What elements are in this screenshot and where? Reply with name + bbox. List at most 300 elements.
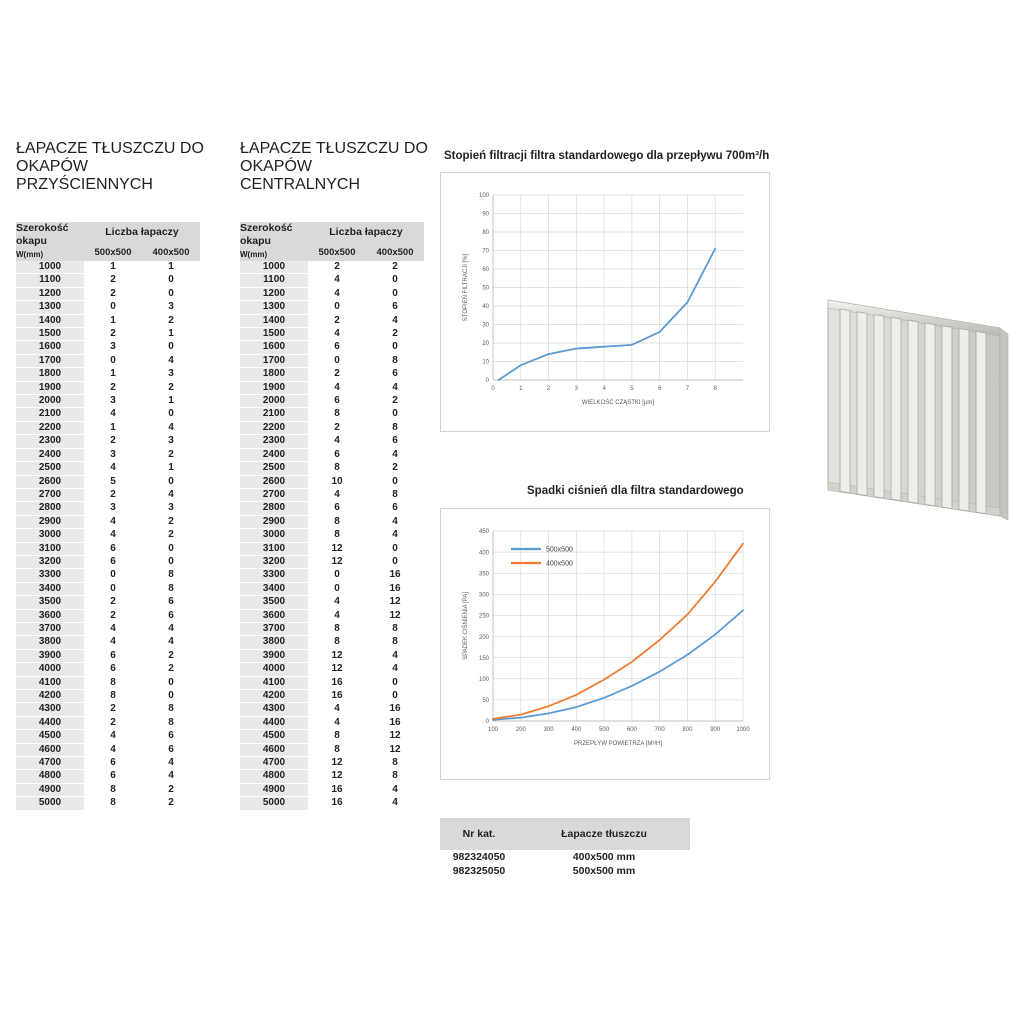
cell-count: 12 — [366, 609, 424, 622]
table-row — [240, 301, 424, 314]
table-row — [240, 703, 424, 716]
cell-count: 8 — [366, 488, 424, 501]
table-row — [16, 770, 200, 783]
table-row — [240, 730, 424, 743]
catalogue-table — [440, 818, 690, 878]
table-row — [16, 542, 200, 555]
table-row — [240, 475, 424, 488]
cell-count: 0 — [366, 690, 424, 703]
cell-width: 3300 — [16, 569, 84, 582]
cell-count: 2 — [84, 435, 142, 448]
cell-count: 3 — [84, 448, 142, 461]
table-title-central-hoods: ŁAPACZE TŁUSZCZU DO OKAPÓW CENTRALNYCH — [240, 140, 428, 193]
y-tick-label: 0 — [485, 719, 489, 726]
cell-width: 1200 — [240, 287, 308, 300]
table-row — [16, 261, 200, 274]
cell-count: 2 — [366, 261, 424, 274]
x-tick-label: 1 — [519, 386, 523, 392]
cell-count: 6 — [142, 730, 200, 743]
y-tick-label: 90 — [482, 211, 489, 218]
cell-width: 2400 — [240, 448, 308, 461]
y-tick-label: 60 — [482, 267, 489, 274]
cell-width: 4600 — [240, 743, 308, 756]
table-row — [240, 448, 424, 461]
x-tick-label: 900 — [710, 727, 721, 733]
cell-count: 8 — [142, 716, 200, 729]
chart-title-filtration: Stopień filtracji filtra standardowego dla przepływu 700m³/h — [444, 150, 770, 162]
table-row — [240, 274, 424, 287]
header-col-400x500: 400x500 — [142, 243, 200, 261]
cell-count: 8 — [308, 462, 366, 475]
cell-count: 4 — [142, 421, 200, 434]
cell-count: 0 — [366, 676, 424, 689]
cell-count: 4 — [308, 716, 366, 729]
cell-count: 0 — [142, 542, 200, 555]
table-row — [16, 475, 200, 488]
cell-count: 6 — [308, 448, 366, 461]
cell-count: 8 — [84, 690, 142, 703]
cell-width: 1900 — [240, 381, 308, 394]
cell-width: 3700 — [240, 622, 308, 635]
cell-width: 3200 — [16, 555, 84, 568]
table-row — [16, 569, 200, 582]
table-row — [16, 435, 200, 448]
cell-count: 4 — [84, 730, 142, 743]
table-row — [240, 261, 424, 274]
table-row — [16, 529, 200, 542]
cell-count: 12 — [366, 743, 424, 756]
header-group-count: Liczba łapaczy — [308, 222, 424, 243]
cell-width: 2700 — [16, 488, 84, 501]
catalogue-row — [440, 864, 690, 878]
cell-count: 8 — [84, 797, 142, 810]
cell-count: 8 — [366, 636, 424, 649]
cell-width: 4300 — [240, 703, 308, 716]
table-row — [240, 488, 424, 501]
cell-count: 4 — [84, 515, 142, 528]
y-tick-label: 200 — [478, 634, 489, 641]
cell-count: 4 — [142, 757, 200, 770]
cell-count: 2 — [84, 716, 142, 729]
cell-count: 3 — [142, 502, 200, 515]
cell-width: 1800 — [240, 368, 308, 381]
cell-count: 0 — [366, 274, 424, 287]
cell-width: 1500 — [16, 328, 84, 341]
table-row — [240, 502, 424, 515]
table-row — [16, 328, 200, 341]
cell-count: 2 — [142, 381, 200, 394]
cell-width: 1500 — [240, 328, 308, 341]
cell-count: 2 — [308, 368, 366, 381]
cell-width: 3200 — [240, 555, 308, 568]
cell-count: 0 — [142, 676, 200, 689]
table-row — [240, 542, 424, 555]
cell-width: 2400 — [16, 448, 84, 461]
cell-count: 0 — [142, 274, 200, 287]
table-header — [240, 222, 424, 261]
table-row — [240, 354, 424, 367]
cell-count: 6 — [84, 555, 142, 568]
cell-count: 3 — [84, 502, 142, 515]
cell-count: 0 — [142, 408, 200, 421]
cell-count: 4 — [308, 287, 366, 300]
cell-width: 2300 — [240, 435, 308, 448]
y-tick-label: 70 — [482, 248, 489, 255]
cell-count: 2 — [308, 314, 366, 327]
x-axis-label: PRZEPŁYW POWIETRZA [M³/H] — [573, 741, 663, 747]
cell-count: 4 — [366, 515, 424, 528]
cell-width: 3800 — [240, 636, 308, 649]
y-tick-label: 400 — [478, 550, 489, 557]
cell-width: 3900 — [16, 649, 84, 662]
cell-width: 4800 — [240, 770, 308, 783]
cell-count: 1 — [84, 368, 142, 381]
x-tick-label: 600 — [626, 727, 637, 733]
cell-count: 4 — [84, 743, 142, 756]
cell-count: 16 — [366, 582, 424, 595]
table-row — [240, 368, 424, 381]
x-tick-label: 3 — [574, 386, 579, 392]
cell-width: 2200 — [240, 421, 308, 434]
cell-count: 16 — [366, 569, 424, 582]
header-width-main: Szerokość okapu — [16, 222, 69, 247]
cell-count: 1 — [142, 462, 200, 475]
table-row — [240, 515, 424, 528]
cell-count: 3 — [84, 395, 142, 408]
table-row — [240, 783, 424, 796]
cell-count: 6 — [84, 663, 142, 676]
cell-count: 2 — [308, 421, 366, 434]
cell-width: 1100 — [240, 274, 308, 287]
table-row — [16, 636, 200, 649]
series-line — [499, 249, 716, 380]
cell-count: 6 — [84, 757, 142, 770]
cell-count: 0 — [308, 301, 366, 314]
cell-count: 4 — [142, 488, 200, 501]
cell-count: 16 — [308, 783, 366, 796]
cell-count: 2 — [366, 328, 424, 341]
cell-count: 2 — [142, 663, 200, 676]
cell-count: 4 — [84, 636, 142, 649]
cell-count: 2 — [308, 261, 366, 274]
header-width-cell — [240, 222, 308, 261]
table-row — [240, 421, 424, 434]
cell-count: 12 — [366, 596, 424, 609]
table-row — [16, 368, 200, 381]
cell-count: 12 — [366, 730, 424, 743]
cell-width: 1700 — [16, 354, 84, 367]
cell-width: 1800 — [16, 368, 84, 381]
cell-count: 4 — [308, 609, 366, 622]
header-width-cell — [16, 222, 84, 261]
y-tick-label: 20 — [482, 341, 489, 348]
table-row — [240, 690, 424, 703]
table-row — [240, 770, 424, 783]
x-tick-label: 7 — [685, 386, 690, 392]
y-tick-label: 100 — [478, 193, 489, 200]
cell-width: 4900 — [16, 783, 84, 796]
cell-count: 2 — [84, 328, 142, 341]
cell-width: 4400 — [16, 716, 84, 729]
cell-count: 4 — [84, 408, 142, 421]
cell-count: 6 — [308, 395, 366, 408]
chart-pressure — [440, 508, 770, 780]
cell-width: 2800 — [16, 502, 84, 515]
cell-count: 8 — [84, 676, 142, 689]
cell-count: 8 — [308, 743, 366, 756]
x-tick-label: 4 — [602, 386, 606, 392]
cell-width: 1300 — [240, 301, 308, 314]
chart-pressure-svg — [441, 509, 771, 781]
cell-width: 2800 — [240, 502, 308, 515]
product-image-grease-filter — [818, 288, 1018, 536]
cell-count: 16 — [366, 703, 424, 716]
spec-table-wall-hoods — [16, 222, 200, 811]
cell-count: 0 — [366, 287, 424, 300]
catalogue-header-nr: Nr kat. — [440, 818, 518, 850]
cell-count: 10 — [308, 475, 366, 488]
x-tick-label: 6 — [657, 386, 662, 392]
cell-count: 4 — [142, 636, 200, 649]
table-row — [16, 395, 200, 408]
table-row — [16, 730, 200, 743]
cell-width: 1900 — [16, 381, 84, 394]
cell-width: 3700 — [16, 622, 84, 635]
y-tick-label: 100 — [478, 676, 489, 683]
cell-count: 0 — [142, 341, 200, 354]
table-row — [240, 287, 424, 300]
table-row — [240, 636, 424, 649]
cell-count: 4 — [142, 354, 200, 367]
cell-count: 2 — [84, 703, 142, 716]
cell-count: 12 — [308, 663, 366, 676]
cell-width: 4200 — [240, 690, 308, 703]
cell-count: 0 — [84, 582, 142, 595]
cell-count: 1 — [84, 421, 142, 434]
table-row — [16, 515, 200, 528]
cell-count: 2 — [142, 649, 200, 662]
y-tick-label: 50 — [482, 285, 489, 292]
cell-width: 4100 — [16, 676, 84, 689]
table-row — [16, 462, 200, 475]
table-row — [16, 622, 200, 635]
table-row — [16, 341, 200, 354]
table-row — [240, 622, 424, 635]
table-row — [240, 435, 424, 448]
cell-count: 8 — [366, 770, 424, 783]
cell-count: 12 — [308, 555, 366, 568]
y-tick-label: 80 — [482, 230, 489, 237]
table-row — [16, 354, 200, 367]
table-row — [16, 609, 200, 622]
cell-count: 0 — [142, 287, 200, 300]
y-tick-label: 350 — [478, 571, 489, 578]
cell-width: 4400 — [240, 716, 308, 729]
table-row — [16, 716, 200, 729]
cell-count: 2 — [84, 274, 142, 287]
table-body — [16, 261, 200, 810]
cell-count: 4 — [366, 649, 424, 662]
y-axis-label: STOPIEŃ FILTRACJI [%] — [463, 253, 469, 322]
cell-count: 0 — [308, 354, 366, 367]
chart-pressure-plot — [461, 529, 750, 747]
cell-count: 6 — [84, 649, 142, 662]
x-tick-label: 500 — [599, 727, 610, 733]
cell-width: 1300 — [16, 301, 84, 314]
table-row — [240, 757, 424, 770]
cell-count: 8 — [308, 515, 366, 528]
table-row — [16, 596, 200, 609]
cell-count: 8 — [366, 421, 424, 434]
cell-width: 3000 — [16, 529, 84, 542]
cell-count: 0 — [366, 542, 424, 555]
cell-width: 4900 — [240, 783, 308, 796]
cell-count: 4 — [308, 596, 366, 609]
cell-width: 2200 — [16, 421, 84, 434]
table-row — [16, 757, 200, 770]
x-tick-label: 1000 — [736, 727, 750, 733]
table-row — [240, 529, 424, 542]
cell-count: 2 — [142, 529, 200, 542]
cell-width: 4600 — [16, 743, 84, 756]
cell-count: 6 — [84, 770, 142, 783]
cell-count: 4 — [84, 529, 142, 542]
cell-count: 4 — [308, 274, 366, 287]
table-row — [16, 797, 200, 810]
cell-width: 3100 — [16, 542, 84, 555]
table-row — [16, 502, 200, 515]
cell-count: 0 — [84, 301, 142, 314]
x-tick-label: 5 — [630, 386, 634, 392]
cell-count: 4 — [84, 462, 142, 475]
table-row — [16, 408, 200, 421]
cell-width: 2000 — [16, 395, 84, 408]
cell-count: 0 — [308, 569, 366, 582]
cell-width: 4100 — [240, 676, 308, 689]
cell-count: 6 — [142, 743, 200, 756]
cell-width: 1100 — [16, 274, 84, 287]
cell-count: 1 — [142, 395, 200, 408]
cell-count: 8 — [142, 569, 200, 582]
cell-count: 12 — [308, 757, 366, 770]
catalogue-number: 982325050 — [452, 865, 506, 877]
cell-width: 2100 — [16, 408, 84, 421]
cell-count: 2 — [366, 462, 424, 475]
cell-width: 4000 — [240, 663, 308, 676]
cell-count: 4 — [308, 488, 366, 501]
chart-filtration-svg — [441, 173, 771, 433]
catalogue-product: 500x500 mm — [572, 865, 636, 877]
table-row — [240, 676, 424, 689]
cell-count: 8 — [308, 408, 366, 421]
y-tick-label: 300 — [478, 592, 489, 599]
table-row — [16, 421, 200, 434]
cell-count: 0 — [366, 475, 424, 488]
x-tick-label: 700 — [654, 727, 665, 733]
table-row — [16, 743, 200, 756]
cell-width: 1400 — [240, 314, 308, 327]
table-row — [240, 395, 424, 408]
cell-count: 6 — [308, 502, 366, 515]
cell-count: 3 — [142, 435, 200, 448]
cell-count: 4 — [366, 314, 424, 327]
header-group-count: Liczba łapaczy — [84, 222, 200, 243]
x-axis-label: WIELKOŚĆ CZĄSTKI [µm] — [581, 400, 655, 406]
cell-width: 4300 — [16, 703, 84, 716]
table-row — [240, 797, 424, 810]
cell-count: 4 — [366, 797, 424, 810]
legend-label: 500x500 — [546, 546, 573, 554]
cell-count: 2 — [84, 488, 142, 501]
y-tick-label: 0 — [485, 378, 489, 385]
chart-filtration — [440, 172, 770, 432]
table-row — [16, 448, 200, 461]
cell-count: 2 — [142, 314, 200, 327]
cell-count: 0 — [366, 408, 424, 421]
cell-count: 4 — [142, 622, 200, 635]
table-row — [240, 341, 424, 354]
catalogue-header — [440, 818, 690, 850]
header-col-400x500: 400x500 — [366, 243, 424, 261]
cell-width: 3400 — [240, 582, 308, 595]
cell-count: 3 — [142, 301, 200, 314]
table-row — [240, 649, 424, 662]
header-width-main: Szerokość okapu — [240, 222, 293, 247]
cell-width: 2500 — [16, 462, 84, 475]
x-tick-label: 0 — [491, 386, 495, 392]
cell-count: 12 — [308, 542, 366, 555]
cell-count: 6 — [308, 341, 366, 354]
table-row — [16, 703, 200, 716]
y-axis-label: SPADEK CIŚNIENIA [PA] — [463, 592, 469, 660]
cell-count: 1 — [84, 261, 142, 274]
cell-count: 4 — [308, 381, 366, 394]
catalogue-product: 400x500 mm — [572, 851, 636, 863]
chart-filtration-plot — [462, 193, 743, 406]
header-width-unit: W(mm) — [240, 250, 268, 259]
table-row — [16, 274, 200, 287]
cell-width: 3600 — [16, 609, 84, 622]
table-row — [16, 690, 200, 703]
cell-count: 2 — [84, 287, 142, 300]
table-row — [240, 381, 424, 394]
cell-width: 1000 — [240, 261, 308, 274]
table-row — [240, 408, 424, 421]
cell-count: 4 — [366, 448, 424, 461]
cell-count: 4 — [308, 703, 366, 716]
cell-width: 5000 — [240, 797, 308, 810]
cell-width: 3600 — [240, 609, 308, 622]
cell-width: 2300 — [16, 435, 84, 448]
cell-count: 1 — [142, 261, 200, 274]
catalogue-number: 982324050 — [452, 851, 506, 863]
y-tick-label: 10 — [482, 359, 489, 366]
cell-count: 6 — [366, 301, 424, 314]
x-tick-label: 800 — [682, 727, 693, 733]
cell-count: 8 — [366, 354, 424, 367]
cell-width: 3400 — [16, 582, 84, 595]
cell-count: 12 — [308, 649, 366, 662]
header-width-unit: W(mm) — [16, 250, 44, 259]
table-row — [16, 287, 200, 300]
x-tick-label: 100 — [487, 727, 499, 733]
catalogue-table-wrap — [440, 818, 690, 878]
cell-width: 2600 — [240, 475, 308, 488]
cell-count: 4 — [366, 381, 424, 394]
table-row — [240, 743, 424, 756]
cell-count: 1 — [142, 328, 200, 341]
table-row — [240, 462, 424, 475]
